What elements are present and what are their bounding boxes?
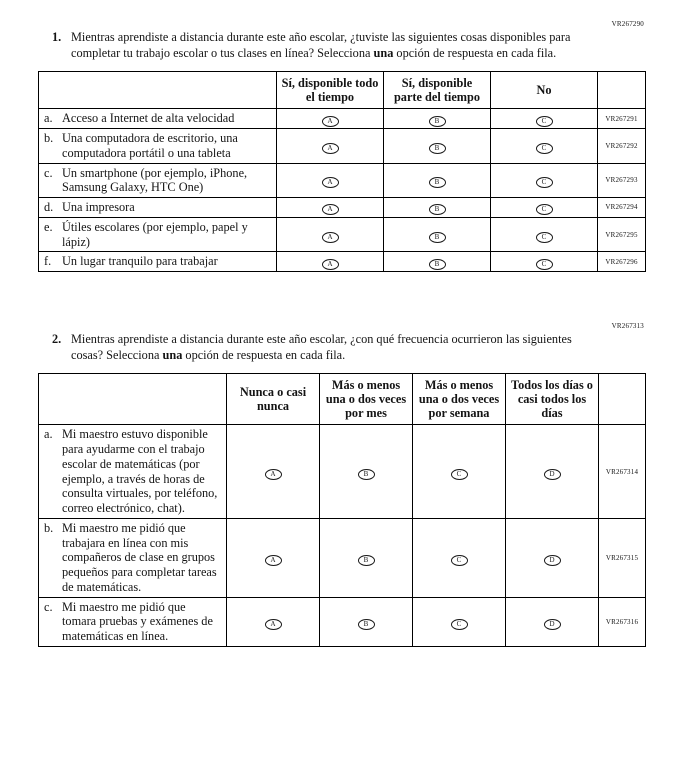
header-row [39, 71, 646, 108]
bubble-letter: A [327, 143, 333, 152]
response-bubble[interactable] [322, 259, 339, 270]
question-2-stem [52, 332, 646, 364]
response-bubble[interactable] [536, 143, 553, 154]
answer-cell [491, 129, 598, 164]
empty-header-cell [39, 71, 277, 108]
row-admin-code: VR267315 [599, 518, 646, 597]
answer-cell [320, 425, 413, 519]
bubble-letter: A [327, 205, 333, 214]
response-bubble[interactable] [322, 232, 339, 243]
row-letter: e. [44, 219, 53, 234]
row-admin-code: VR267294 [598, 198, 646, 218]
row-letter: b. [44, 520, 54, 535]
table-row [39, 163, 646, 198]
row-text: Un lugar tranquilo para trabajar [62, 254, 218, 269]
bubble-letter: D [549, 619, 555, 628]
response-bubble[interactable] [451, 619, 468, 630]
row-admin-code: VR267296 [598, 252, 646, 272]
row-letter: b. [44, 131, 54, 145]
row-letter: f. [44, 254, 52, 269]
question-2-admin-code: VR267313 [611, 322, 644, 330]
empty-header-cell [598, 71, 646, 108]
answer-cell [413, 518, 506, 597]
response-bubble[interactable] [451, 555, 468, 566]
table-row [39, 198, 646, 218]
row-letter: a. [44, 427, 53, 442]
bubble-letter: A [327, 259, 333, 268]
response-bubble[interactable] [265, 619, 282, 630]
bubble-letter: C [541, 232, 547, 241]
row-letter: a. [44, 111, 53, 126]
bubble-letter: C [541, 259, 547, 268]
response-bubble[interactable] [322, 116, 339, 127]
answer-cell [506, 597, 599, 646]
answer-cell [384, 252, 491, 272]
column-header: No [491, 71, 598, 108]
answer-cell [277, 109, 384, 129]
row-admin-code: VR267291 [598, 109, 646, 129]
table-row [39, 109, 646, 129]
question-2 [38, 322, 646, 647]
response-bubble[interactable] [358, 555, 375, 566]
bubble-letter: D [549, 469, 555, 478]
answer-cell [491, 109, 598, 129]
question-text-part: opción de respuesta en cada fila. [393, 45, 557, 60]
row-letter: c. [44, 599, 53, 614]
column-header: Más o menos una o dos veces por semana [413, 373, 506, 424]
answer-cell [491, 163, 598, 198]
question-number: 2. [52, 332, 62, 346]
question-text-bold: una [162, 347, 183, 362]
row-label [39, 129, 277, 164]
row-label [39, 518, 227, 597]
row-admin-code: VR267314 [599, 425, 646, 519]
column-header: Todos los días o casi todos los días [506, 373, 599, 424]
bubble-letter: B [434, 116, 440, 125]
response-bubble[interactable] [429, 143, 446, 154]
response-bubble[interactable] [536, 177, 553, 188]
answer-cell [491, 198, 598, 218]
response-bubble[interactable] [451, 469, 468, 480]
answer-cell [227, 518, 320, 597]
bubble-letter: B [363, 619, 369, 628]
question-text [71, 30, 579, 62]
bubble-letter: C [541, 178, 547, 187]
answer-cell [277, 217, 384, 252]
bubble-letter: A [270, 469, 276, 478]
question-2-response-grid [38, 373, 646, 647]
row-admin-code: VR267316 [599, 597, 646, 646]
response-bubble[interactable] [265, 555, 282, 566]
row-label [39, 597, 227, 646]
response-bubble[interactable] [536, 232, 553, 243]
answer-cell [277, 163, 384, 198]
response-bubble[interactable] [544, 619, 561, 630]
row-admin-code: VR267292 [598, 129, 646, 164]
question-1-stem [52, 30, 646, 62]
answer-cell [491, 252, 598, 272]
row-letter: c. [44, 165, 53, 180]
question-1-admin-code: VR267290 [611, 20, 644, 28]
table-row [39, 518, 646, 597]
response-bubble[interactable] [544, 469, 561, 480]
row-text: Un smartphone (por ejemplo, iPhone, Samsung Galaxy, HTC One) [62, 165, 248, 195]
response-bubble[interactable] [265, 469, 282, 480]
question-text [71, 332, 579, 364]
bubble-letter: A [327, 116, 333, 125]
row-label [39, 109, 277, 129]
answer-cell [384, 109, 491, 129]
bubble-letter: B [434, 205, 440, 214]
response-bubble[interactable] [544, 555, 561, 566]
column-header: Sí, disponible parte del tiempo [384, 71, 491, 108]
row-label [39, 425, 227, 519]
bubble-letter: B [363, 555, 369, 564]
row-letter: d. [44, 200, 54, 214]
row-label [39, 252, 277, 272]
row-label [39, 217, 277, 252]
bubble-letter: B [363, 469, 369, 478]
bubble-letter: C [541, 143, 547, 152]
header-row [39, 373, 646, 424]
answer-cell [506, 425, 599, 519]
row-admin-code: VR267293 [598, 163, 646, 198]
empty-header-cell [39, 373, 227, 424]
bubble-letter: A [327, 178, 333, 187]
row-admin-code: VR267295 [598, 217, 646, 252]
column-header: Más o menos una o dos veces por mes [320, 373, 413, 424]
response-bubble[interactable] [429, 232, 446, 243]
row-text: Una impresora [62, 200, 135, 214]
answer-cell [384, 217, 491, 252]
question-1 [38, 20, 646, 272]
bubble-letter: C [541, 116, 547, 125]
answer-cell [277, 198, 384, 218]
response-bubble[interactable] [322, 204, 339, 215]
question-text-part: opción de respuesta en cada fila. [182, 347, 346, 362]
answer-cell [320, 597, 413, 646]
answer-cell [227, 597, 320, 646]
response-bubble[interactable] [536, 204, 553, 215]
bubble-letter: B [434, 178, 440, 187]
answer-cell [384, 198, 491, 218]
question-1-response-grid [38, 71, 646, 272]
answer-cell [227, 425, 320, 519]
response-bubble[interactable] [322, 177, 339, 188]
bubble-letter: C [541, 205, 547, 214]
table-row [39, 425, 646, 519]
answer-cell [320, 518, 413, 597]
answer-cell [277, 252, 384, 272]
table-row [39, 217, 646, 252]
question-text-part: Mientras aprendiste a distancia durante este año escolar, ¿tuviste las siguientes cosas disponibles para completar tu trabajo escolar o tus clases en línea? Selecciona [71, 30, 571, 60]
empty-header-cell [599, 373, 646, 424]
table-row [39, 129, 646, 164]
table-row [39, 597, 646, 646]
bubble-letter: A [327, 232, 333, 241]
answer-cell [277, 129, 384, 164]
answer-cell [384, 129, 491, 164]
row-text: Mi maestro estuvo disponible para ayudarme con el trabajo escolar de matemáticas (por ejemplo, a través de horas de consulta virtuales, por teléfono, correo electrónico, chat). [62, 427, 218, 516]
question-text-bold: una [373, 45, 394, 60]
table-row [39, 252, 646, 272]
row-label [39, 163, 277, 198]
bubble-letter: D [549, 555, 555, 564]
question-number: 1. [52, 30, 62, 44]
response-bubble[interactable] [358, 619, 375, 630]
column-header: Sí, disponible todo el tiempo [277, 71, 384, 108]
answer-cell [491, 217, 598, 252]
bubble-letter: C [456, 619, 462, 628]
answer-cell [506, 518, 599, 597]
question-text-part: Mientras aprendiste a distancia durante este año escolar, ¿con qué frecuencia ocurrieron las siguientes cosas? Selecciona [71, 332, 572, 362]
response-bubble[interactable] [536, 116, 553, 127]
row-label [39, 198, 277, 218]
bubble-letter: B [434, 143, 440, 152]
bubble-letter: C [456, 555, 462, 564]
answer-cell [413, 425, 506, 519]
bubble-letter: B [434, 259, 440, 268]
response-bubble[interactable] [322, 143, 339, 154]
answer-cell [384, 163, 491, 198]
answer-cell [413, 597, 506, 646]
bubble-letter: C [456, 469, 462, 478]
response-bubble[interactable] [429, 204, 446, 215]
response-bubble[interactable] [429, 116, 446, 127]
bubble-letter: A [270, 555, 276, 564]
response-bubble[interactable] [358, 469, 375, 480]
response-bubble[interactable] [536, 259, 553, 270]
row-text: Mi maestro me pidió que trabajara en línea con mis compañeros de clase en grupos pequeños para completar tareas de matemáticas. [62, 520, 217, 594]
response-bubble[interactable] [429, 177, 446, 188]
row-text: Útiles escolares (por ejemplo, papel y lápiz) [62, 219, 248, 249]
column-header: Nunca o casi nunca [227, 373, 320, 424]
row-text: Mi maestro me pidió que tomara pruebas y exámenes de matemáticas en línea. [62, 599, 213, 644]
response-bubble[interactable] [429, 259, 446, 270]
bubble-letter: A [270, 619, 276, 628]
row-text: Acceso a Internet de alta velocidad [62, 111, 235, 126]
row-text: Una computadora de escritorio, una computadora portátil o una tableta [62, 131, 238, 160]
bubble-letter: B [434, 232, 440, 241]
